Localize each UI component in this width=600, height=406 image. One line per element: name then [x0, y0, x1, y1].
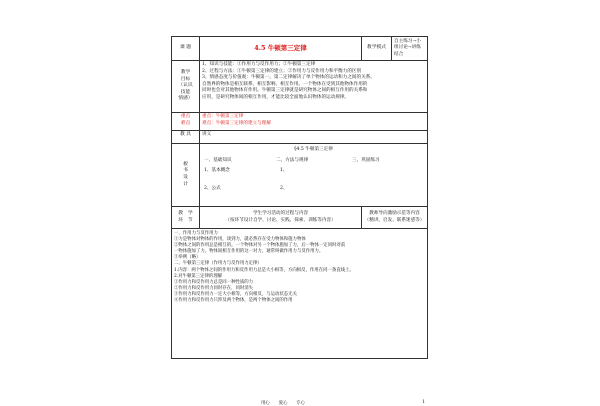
process-line: ③作用力和反作用力一定大小相等，方向相反，与运动状态无关	[174, 291, 297, 297]
mode-value: 自主练习→小组讨论→讲练结合	[392, 37, 428, 61]
process-label-line: 教 学	[178, 210, 193, 216]
board-row1-mid: 1、	[280, 168, 288, 173]
process-line: ④作用力和反作用力只涉及两个物体，是两个物体之间的作用	[174, 298, 293, 304]
process-header-row	[172, 207, 428, 229]
lesson-plan-table	[171, 36, 428, 359]
process-line: ③举例（略）	[174, 255, 201, 261]
process-teacher-title: 教师导向激励示范等内容	[369, 210, 420, 216]
board-content	[200, 144, 428, 207]
tools-row	[172, 131, 428, 144]
board-area	[200, 144, 427, 206]
board-col-practice: 三、巩固练习	[352, 158, 380, 163]
lesson-plan-sheet	[171, 36, 427, 406]
goals-content	[200, 61, 428, 113]
process-teacher-note: （精讲、启发、联系迷惑等）	[364, 217, 425, 223]
board-label	[172, 144, 200, 207]
goal-line: 3、情感态度与价值观：牛顿第一、第二定律解决了单个物体的运动和力之间的关系。	[202, 75, 375, 81]
key-points-row	[172, 113, 428, 131]
process-line: ①作用力和反作用力总是同一种性质的力	[174, 279, 254, 285]
goals-label-line: 情感）	[178, 96, 193, 102]
board-label-line: 设	[183, 175, 188, 180]
board-label-line: 书	[183, 168, 188, 174]
tools-value: 讲义	[200, 131, 428, 144]
goal-line: 自然界的物体是相互联系、相互影响、相互作用。一个物体在受到其他物体作用的	[202, 81, 368, 87]
process-line: ②物体之间的作用总是相互的。一个物体对另一个物体施加了力，后一物体一定同时对前	[174, 243, 346, 249]
footer-text: 用心 爱心 专心	[261, 401, 305, 406]
process-line: 一、作用力与反作用力	[174, 231, 218, 236]
board-row	[172, 144, 428, 207]
mode-label: 教学模式	[362, 37, 392, 61]
process-label-line: 环 节	[178, 217, 193, 223]
board-title: §4.5 牛顿第三定律	[294, 147, 333, 152]
goals-label-line: （认识	[178, 83, 193, 89]
process-line: 二、牛顿第三定律（作用力与反作用力定律）	[174, 261, 262, 267]
key-points-content	[200, 113, 428, 131]
process-student-title: 学生学习活动的过程与内容	[252, 210, 309, 216]
process-content-row	[172, 229, 428, 359]
course-label: 课 题	[172, 37, 200, 61]
page-number: 1	[422, 400, 425, 405]
process-content	[172, 229, 428, 359]
process-label	[172, 207, 200, 229]
process-line: ②作用力和反作用力同时存在，同时消失	[174, 285, 254, 291]
process-line: 一物体施加了力。物体间相互作用的这一对力，通常叫做作用力与反作用力。	[174, 249, 324, 255]
process-line: ①力是物体对物体的作用，谈到力，就必然存在受力物体和施力物体	[174, 237, 306, 243]
goals-label-line: 技能	[180, 89, 191, 95]
tools-label: 教 具	[172, 131, 200, 144]
title-row	[172, 37, 428, 61]
key-label: 重点	[180, 114, 191, 119]
goals-label	[172, 61, 200, 113]
goals-label-line: 教学	[180, 70, 191, 76]
process-line: 1.内容：两个物体之间的作用力和反作用力总是大小相等，方向相反，作用在同一条直线上。	[174, 267, 354, 273]
goal-line: 2、过程与方法：①牛顿第三定律的建立；②作用力与反作用力和平衡力的区别	[202, 68, 362, 74]
goal-line: 应用，是研究物体间的相互作用，才能比较全面地认识物体的运动规律。	[202, 94, 350, 100]
board-row2-left: 2、公式	[204, 186, 221, 191]
key-point-line: 重点：牛顿第三定律	[202, 114, 244, 119]
goals-row	[172, 61, 428, 113]
board-label-line: 计	[183, 181, 188, 187]
board-row2-mid: 2、	[280, 186, 288, 191]
key-points-label	[172, 113, 200, 131]
board-row1-left: 1、基本概念	[204, 168, 230, 173]
process-student-header	[200, 207, 362, 229]
goal-line: 同时也会对其他物体有作用。牛顿第三定律就是研究物体之间的相互作用的关系和	[202, 88, 368, 94]
difficulty-line: 难点：牛顿第三定律的建立与理解	[202, 120, 271, 126]
board-label-line: 板	[183, 161, 188, 167]
goal-line: 1、知识与技能：①作用力与反作用力；②牛顿第三定律	[202, 62, 316, 67]
process-teacher-header	[362, 207, 428, 229]
goals-label-line: 目标	[180, 76, 191, 82]
process-student-note: （按环节设计自学、讨论、实践、探索、训练等内容）	[225, 217, 336, 223]
process-line: 2.对牛顿第三定律的理解	[174, 273, 223, 279]
difficulty-label: 难点	[180, 120, 191, 126]
board-col-basics: 一、基础知识	[204, 158, 232, 163]
board-col-methods: 二、方法与规律	[276, 158, 309, 163]
course-title: 4.5 牛顿第三定律	[200, 37, 362, 61]
